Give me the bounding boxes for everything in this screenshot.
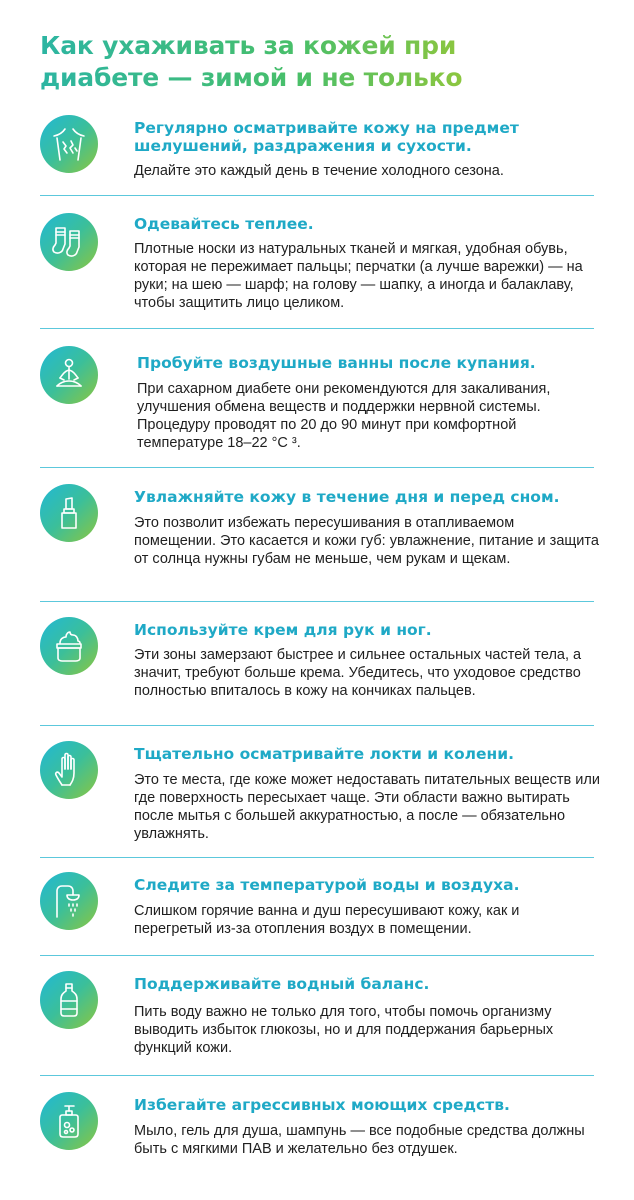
- tip-text: Эти зоны замерзают быстрее и сильнее остальных частей тела, а значит, требуют больше крема. Убедитесь, что уходовое средство полностью впиталось в кожу на кончиках пальцев.: [134, 647, 582, 699]
- tip-title: Используйте крем для рук и ног.: [134, 621, 432, 639]
- tip-text: Плотные носки из натуральных тканей и мягкая, удобная обувь, которая не пережимает пальцы; перчатки (а лучше варежки) — на руки; на шею — шарф; на голову — шапку, а иногда и балаклаву, чтобы защитить лицо целиком.: [134, 241, 583, 311]
- page-title: [40, 30, 462, 94]
- tip-title: Пробуйте воздушные ванны после купания.: [137, 354, 536, 372]
- hand-icon: [40, 741, 98, 799]
- divider: [40, 467, 594, 468]
- tip-text: При сахарном диабете они рекомендуются для закаливания, улучшения обмена веществ и поддержки нервной системы. Процедуру проводят по 20 до 90 минут при комфортной температуре 18–22 °С ³.: [137, 381, 551, 451]
- page-title-line-1: Как ухаживать за кожей при: [40, 31, 457, 60]
- cream-jar-icon: [40, 617, 98, 675]
- divider: [40, 857, 594, 858]
- divider: [40, 725, 594, 726]
- tip-text: Пить воду важно не только для того, чтобы помочь организму выводить избыток глюкозы, но и для поддержания барьерных функций кожи.: [134, 1004, 554, 1056]
- water-bottle-icon: [40, 971, 98, 1029]
- tip-title: Избегайте агрессивных моющих средств.: [134, 1096, 510, 1114]
- socks-icon: [40, 213, 98, 271]
- tip-title: Увлажняйте кожу в течение дня и перед сном.: [134, 488, 560, 506]
- tip-text: Делайте это каждый день в течение холодного сезона.: [134, 163, 504, 179]
- page-title-line-2: диабете — зимой и не только: [40, 63, 463, 92]
- meditation-icon: [40, 346, 98, 404]
- tip-text: Это те места, где коже может недоставать питательных веществ или где поверхность пересыхает чаще. Эти области важно вытирать после мытья с большей аккуратностью, а после — обязательно увлажнять.: [134, 772, 600, 842]
- tip-title: Тщательно осматривайте локти и колени.: [134, 745, 515, 763]
- tip-title: Поддерживайте водный баланс.: [134, 975, 430, 993]
- divider: [40, 195, 594, 196]
- tip-title: Одевайтесь теплее.: [134, 215, 314, 233]
- dry-skin-icon: [40, 115, 98, 173]
- shower-icon: [40, 872, 98, 930]
- tip-title: Регулярно осматривайте кожу на предмет шелушений, раздражения и сухости.: [134, 119, 519, 155]
- tip-title: Следите за температурой воды и воздуха.: [134, 876, 520, 894]
- tip-text: Это позволит избежать пересушивания в отапливаемом помещении. Это касается и кожи губ: увлажнение, питание и защита от солнца нужны губам не меньше, чем рукам и щекам.: [134, 515, 599, 567]
- soap-dispenser-icon: [40, 1092, 98, 1150]
- divider: [40, 1075, 594, 1076]
- tip-text: Мыло, гель для душа, шампунь — все подобные средства должны быть с мягкими ПАВ и желательно без отдушек.: [134, 1123, 585, 1157]
- divider: [40, 328, 594, 329]
- lip-balm-icon: [40, 484, 98, 542]
- divider: [40, 955, 594, 956]
- tip-text: Слишком горячие ванна и душ пересушивают кожу, как и перегретый из-за отопления воздух в помещении.: [134, 903, 520, 937]
- divider: [40, 601, 594, 602]
